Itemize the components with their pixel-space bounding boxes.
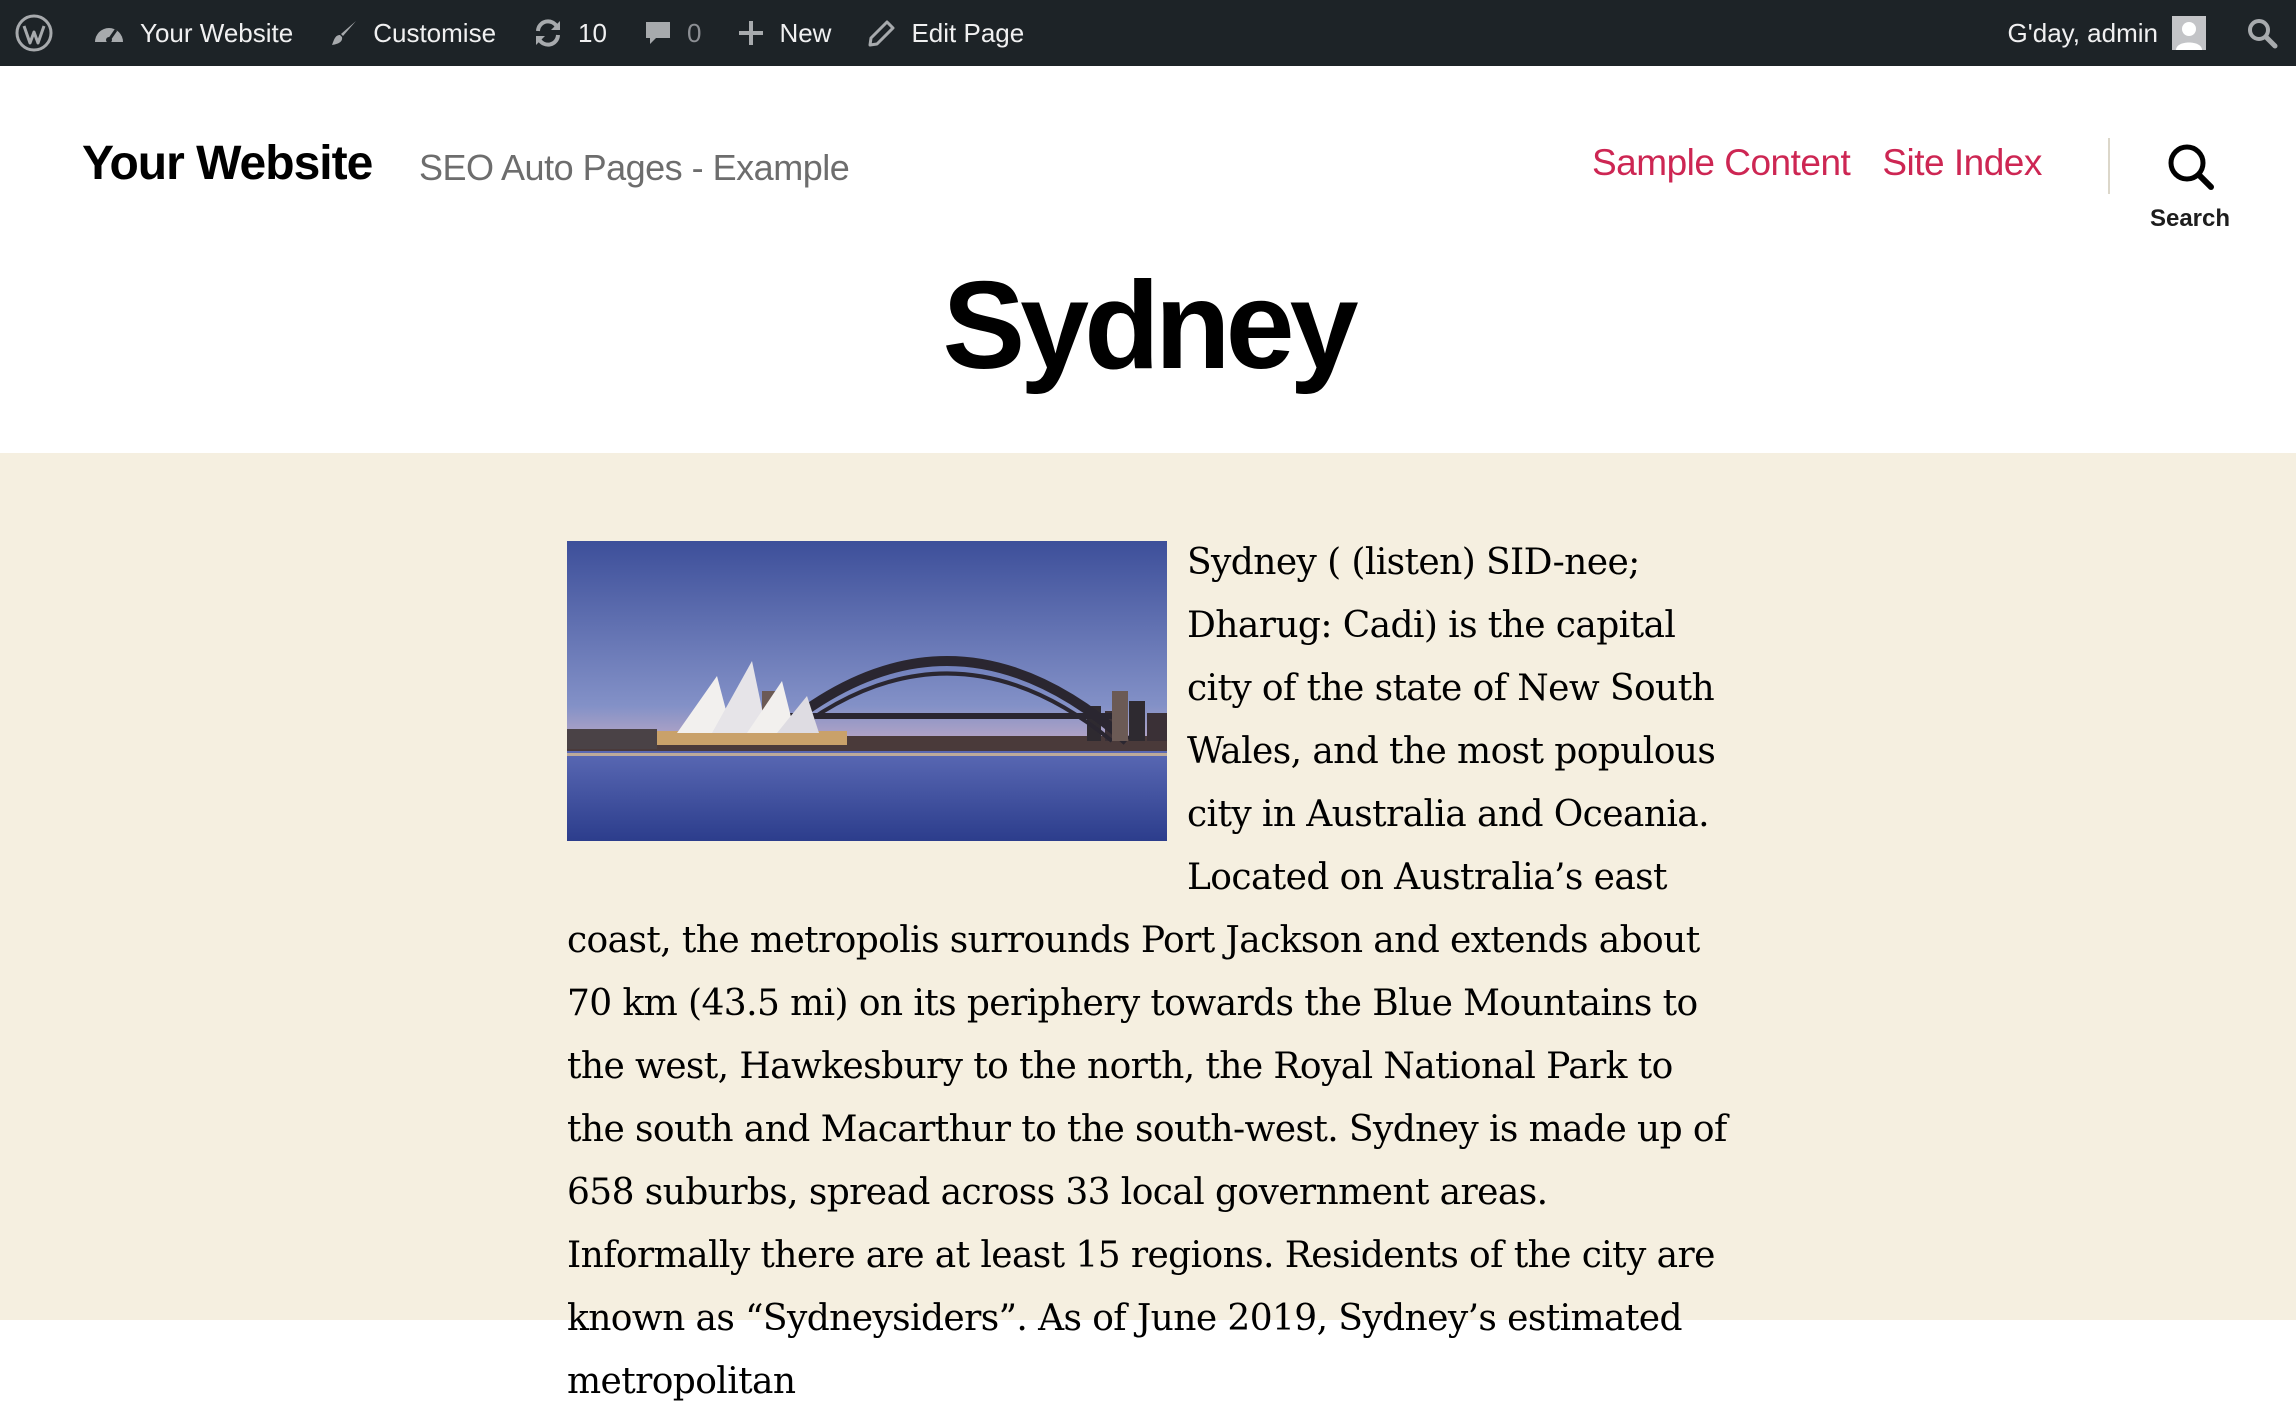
- search-icon: [2246, 17, 2278, 49]
- site-title[interactable]: Your Website: [82, 137, 373, 190]
- adminbar-search-button[interactable]: [2224, 0, 2296, 66]
- nav-item-sample-content[interactable]: Sample Content: [1592, 142, 1851, 183]
- comments-count: 0: [686, 17, 702, 48]
- updates-count: 10: [578, 17, 607, 48]
- page-title: Sydney: [942, 257, 1354, 395]
- site-description: SEO Auto Pages - Example: [419, 147, 850, 188]
- edit-page-link[interactable]: [849, 0, 1042, 66]
- admin-bar-right: [1990, 0, 2296, 66]
- search-label: Search: [2149, 205, 2231, 232]
- new-label: New: [779, 17, 832, 48]
- customise-link[interactable]: [311, 0, 514, 66]
- search-icon: [2164, 140, 2216, 197]
- pencil-icon: [867, 18, 897, 48]
- nav-item-site-index[interactable]: Site Index: [1882, 142, 2042, 183]
- sydney-harbour-image: [567, 541, 1167, 841]
- wordpress-logo-icon: [14, 13, 54, 53]
- paintbrush-icon: [329, 18, 359, 48]
- greeting-label: G'day, admin: [2007, 17, 2158, 48]
- sydney-harbour-illustration: [567, 541, 1167, 841]
- customise-label: Customise: [373, 17, 497, 48]
- new-content-menu[interactable]: [719, 0, 849, 66]
- user-avatar-icon: [2172, 16, 2206, 50]
- nav-divider: [2108, 138, 2110, 194]
- comments-link[interactable]: [625, 0, 719, 66]
- comment-bubble-icon: [643, 18, 673, 48]
- refresh-icon: [532, 17, 564, 49]
- plus-icon: [737, 19, 765, 47]
- search-toggle-button[interactable]: [2130, 140, 2250, 230]
- site-name-label: Your Website: [140, 17, 294, 48]
- entry-content: [567, 531, 1727, 1413]
- updates-link[interactable]: [514, 0, 625, 66]
- admin-bar: [0, 0, 2296, 66]
- page-body-text: Sydney ( (listen) SID-nee; Dharug: Cadi) is the capital city of the state of New South Wales, and the most populous city in Australia and Oceania. Located on Australia’s east coast, the metropolis surrounds Port Jackson and extends about 70 km (43.5 mi) on its periphery towards the Blue Mountains to the west, Hawkesbury to the north, the Royal National Park to the south and Macarthur to the south-west. Sydney is made up of 658 suburbs, spread across 33 local government areas. Informally there are at least 15 regions. Residents of the city are known as “Sydneysiders”. As of June 2019, Sydney’s estimated metropolitan: [567, 542, 1727, 1402]
- page-content: [0, 453, 2296, 1402]
- admin-bar-left: [0, 0, 1042, 66]
- site-name-menu[interactable]: [74, 0, 311, 66]
- edit-page-label: Edit Page: [911, 17, 1025, 48]
- wordpress-menu[interactable]: [0, 0, 74, 66]
- site-header: [0, 66, 2296, 453]
- primary-menu: [1592, 142, 2042, 184]
- dashboard-icon: [92, 18, 126, 48]
- account-menu[interactable]: [1990, 0, 2224, 66]
